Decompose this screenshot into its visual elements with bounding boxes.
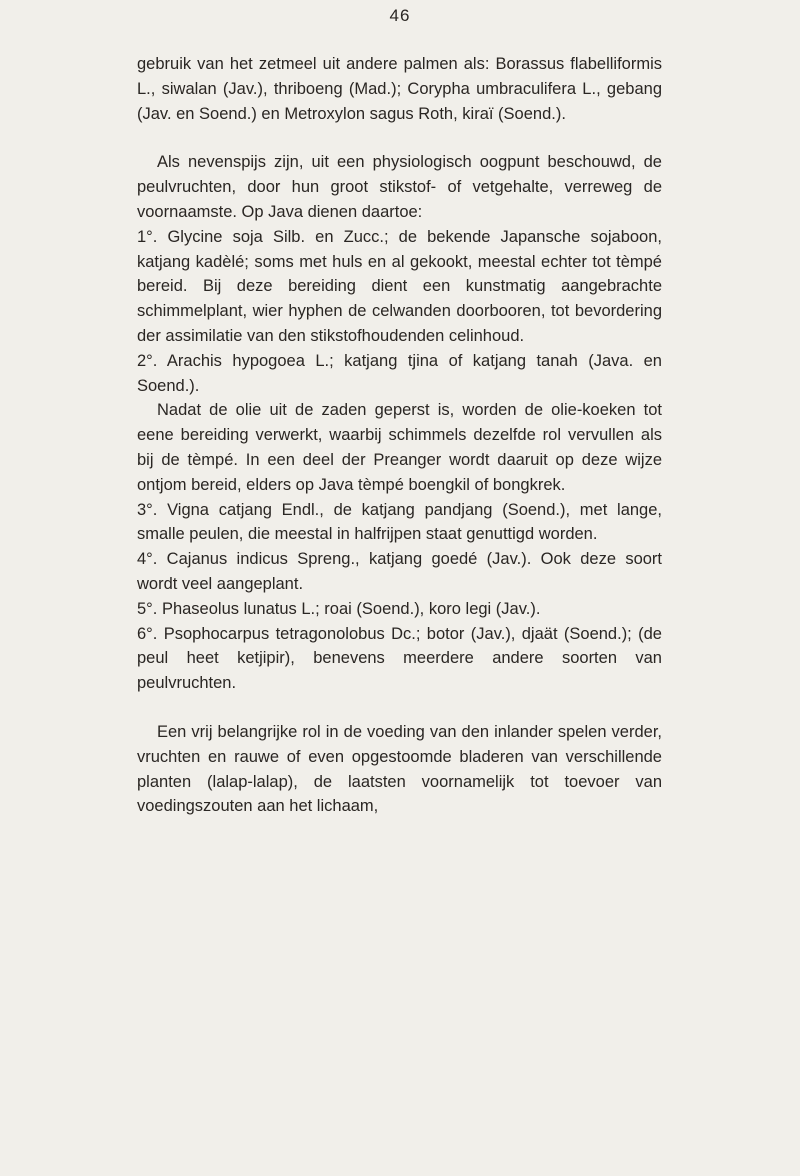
- list-item-arachis: 2°. Arachis hypogoea L.; katjang tjina of katjang tanah (Java. en Soend.).: [137, 351, 662, 395]
- body-text: [137, 52, 662, 819]
- paragraph-palms: gebruik van het zetmeel uit andere palmen als: Borassus flabelliformis L., siwalan (Jav.), thriboeng (Mad.); Corypha umbraculifera L., gebang (Jav. en Soend.) en Metroxylon sagus Roth, kiraï (Soend.).: [137, 55, 662, 123]
- list-item-glycine: 1°. Glycine soja Silb. en Zucc.; de bekende Japansche sojaboon, katjang kadèlé; soms met huls en al gekookt, meestal echter tot tèmpé bereid. Bij deze bereiding dient een kunstmatig aangebrachte schimmelplant, wier hyphen de celwanden doorbooren, tot bevordering der assimilatie van den stikstofhoudenden celinhoud.: [137, 227, 662, 345]
- page-number: 46: [389, 6, 411, 25]
- list-item-cajanus: 4°. Cajanus indicus Spreng., katjang goedé (Jav.). Ook deze soort wordt veel aangeplant.: [137, 550, 662, 593]
- list-item-phaseolus: 5°. Phaseolus lunatus L.; roai (Soend.), koro legi (Jav.).: [137, 599, 541, 618]
- list-item-vigna: 3°. Vigna catjang Endl., de katjang pandjang (Soend.), met lange, smalle peulen, die meestal in halfrijpen staat genuttigd worden.: [137, 500, 662, 544]
- paragraph-legumes-intro: Als nevenspijs zijn, uit een physiologisch oogpunt beschouwd, de peulvruchten, door hun groot stikstof- of vetgehalte, verreweg de voornaamste. Op Java dienen daartoe:: [137, 153, 662, 221]
- paragraph-lalap: Een vrij belangrijke rol in de voeding van den inlander spelen verder, vruchten en rauwe of even opgestoomde bladeren van verschillende planten (lalap-lalap), de laatsten voornamelijk tot toevoer van voedingszouten aan het lichaam,: [137, 722, 662, 816]
- list-item-psophocarpus: 6°. Psophocarpus tetragonolobus Dc.; botor (Jav.), djaät (Soend.); (de peul heet ketjipir), benevens meerdere andere soorten van peulvruchten.: [137, 624, 662, 693]
- paragraph-oilcakes: Nadat de olie uit de zaden geperst is, worden de olie-koeken tot eene bereiding verwerkt, waarbij schimmels dezelfde rol vervullen als bij de tèmpé. In een deel der Preanger wordt daaruit op deze wijze ontjom bereid, elders op Java tèmpé boengkil of bongkrek.: [137, 401, 662, 494]
